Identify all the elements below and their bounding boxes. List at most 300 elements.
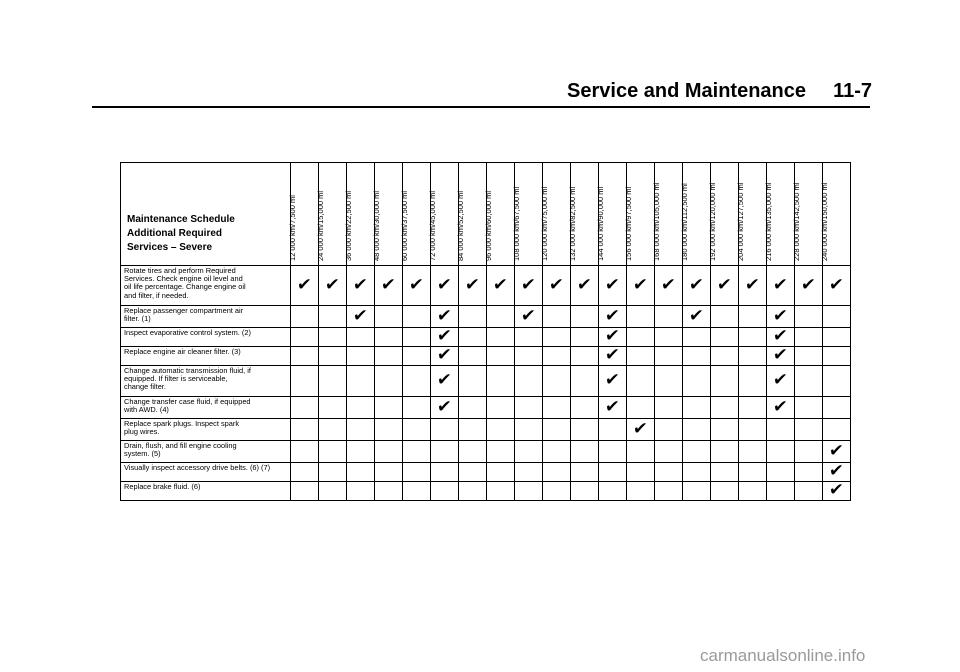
schedule-cell [431,306,459,328]
schedule-cell [683,482,711,501]
schedule-cell [375,328,403,347]
schedule-cell [683,397,711,419]
interval-label: 24 000 km/15,000 mi [316,190,325,261]
checkmark-icon: ✔ [324,274,341,295]
schedule-cell [515,463,543,482]
schedule-cell [655,419,683,441]
checkmark-icon: ✔ [604,345,621,365]
schedule-cell [571,347,599,366]
schedule-cell [711,306,739,328]
schedule-cell [599,306,627,328]
schedule-cell [655,347,683,366]
schedule-cell [739,366,767,397]
schedule-cell [431,366,459,397]
schedule-cell [487,328,515,347]
schedule-cell [459,441,487,463]
interval-header [400,163,431,266]
schedule-cell [319,397,347,419]
schedule-cell [403,441,431,463]
schedule-cell [375,347,403,366]
schedule-cell [375,482,403,501]
schedule-cell [403,328,431,347]
section-title: Service and Maintenance [567,80,806,102]
schedule-cell [431,419,459,441]
schedule-cell [487,306,515,328]
schedule-cell [795,347,823,366]
checkmark-icon: ✔ [604,274,621,295]
interval-header [484,163,515,266]
checkmark-icon: ✔ [352,274,369,295]
table-row [121,482,851,501]
schedule-cell [823,419,851,441]
schedule-cell [627,419,655,441]
service-description: Replace engine air cleaner filter. (3) [121,347,291,366]
schedule-cell [683,306,711,328]
schedule-cell [543,463,571,482]
schedule-cell [319,419,347,441]
checkmark-icon: ✔ [828,480,845,500]
interval-label: 108 000 km/67,500 mi [512,186,521,261]
schedule-cell [571,306,599,328]
schedule-cell [403,463,431,482]
schedule-cell [767,328,795,347]
interval-label: 48 000 km/30,000 mi [372,190,381,261]
table-heading-line: Maintenance Schedule [127,214,235,225]
schedule-cell [375,419,403,441]
schedule-cell [319,482,347,501]
schedule-cell [711,482,739,501]
checkmark-icon: ✔ [772,396,789,417]
interval-label: 60 000 km/37,500 mi [400,190,409,261]
schedule-cell [739,306,767,328]
schedule-cell [375,463,403,482]
schedule-cell [739,328,767,347]
schedule-cell [459,397,487,419]
schedule-cell [347,366,375,397]
interval-label: 72 000 km/45,000 mi [428,190,437,261]
schedule-cell [347,463,375,482]
checkmark-icon: ✔ [464,274,481,295]
interval-label: 168 000 km/105,000 mi [652,182,661,261]
schedule-cell [655,366,683,397]
checkmark-icon: ✔ [772,345,789,365]
checkmark-icon: ✔ [436,274,453,295]
schedule-cell [459,366,487,397]
schedule-cell [403,482,431,501]
checkmark-icon: ✔ [716,274,733,295]
table-row [121,463,851,482]
schedule-cell [319,347,347,366]
service-description: Drain, flush, and fill engine cooling system. (5) [121,441,291,463]
schedule-cell [599,347,627,366]
schedule-cell [683,366,711,397]
schedule-cell [403,266,431,306]
schedule-cell [347,347,375,366]
schedule-cell [515,266,543,306]
schedule-cell [291,366,319,397]
schedule-cell [319,328,347,347]
checkmark-icon: ✔ [604,370,621,390]
schedule-cell [291,306,319,328]
checkmark-icon: ✔ [660,274,677,295]
schedule-cell [767,347,795,366]
schedule-cell [739,347,767,366]
schedule-cell [543,366,571,397]
schedule-cell [739,266,767,306]
table-row [121,397,851,419]
schedule-cell [823,463,851,482]
schedule-cell [655,266,683,306]
schedule-cell [403,366,431,397]
schedule-cell [487,266,515,306]
checkmark-icon: ✔ [688,274,705,295]
schedule-cell [823,266,851,306]
schedule-cell [487,482,515,501]
schedule-cell [599,463,627,482]
schedule-cell [767,266,795,306]
checkmark-icon: ✔ [520,274,537,295]
interval-header [820,163,851,266]
schedule-cell [543,441,571,463]
schedule-cell [571,441,599,463]
schedule-cell [431,482,459,501]
schedule-cell [431,328,459,347]
schedule-cell [823,328,851,347]
schedule-cell [347,306,375,328]
schedule-cell [459,419,487,441]
schedule-cell [515,328,543,347]
schedule-cell [627,482,655,501]
schedule-cell [795,266,823,306]
interval-label: 96 000 km/60,000 mi [484,190,493,261]
schedule-cell [347,266,375,306]
schedule-cell [319,463,347,482]
interval-label: 84 000 km/52,500 mi [456,190,465,261]
schedule-cell [655,397,683,419]
checkmark-icon: ✔ [772,305,789,326]
table-row [121,328,851,347]
schedule-cell [431,266,459,306]
schedule-cell [599,328,627,347]
checkmark-icon: ✔ [604,396,621,417]
interval-header [708,163,739,266]
schedule-cell [487,441,515,463]
service-description: Replace brake fluid. (6) [121,482,291,501]
schedule-cell [459,306,487,328]
watermark: carmanualsonline.info [700,646,866,665]
schedule-cell [459,463,487,482]
schedule-cell [375,306,403,328]
schedule-cell [627,463,655,482]
interval-label: 228 000 km/142,500 mi [792,182,801,261]
schedule-cell [319,366,347,397]
schedule-cell [291,328,319,347]
interval-header [624,163,655,266]
schedule-cell [711,463,739,482]
schedule-cell [711,347,739,366]
schedule-cell [431,347,459,366]
checkmark-icon: ✔ [436,305,453,326]
schedule-cell [515,441,543,463]
schedule-cell [515,347,543,366]
schedule-cell [319,306,347,328]
checkmark-icon: ✔ [688,305,705,326]
schedule-cell [627,366,655,397]
table-row [121,441,851,463]
checkmark-icon: ✔ [632,418,649,439]
schedule-cell [515,482,543,501]
service-description: Change transfer case fluid, if equipped with AWD. (4) [121,397,291,419]
schedule-cell [543,482,571,501]
schedule-cell [375,441,403,463]
schedule-cell [459,347,487,366]
checkmark-icon: ✔ [604,326,621,346]
schedule-cell [767,419,795,441]
schedule-cell [291,482,319,501]
schedule-cell [515,366,543,397]
schedule-cell [795,463,823,482]
schedule-cell [655,306,683,328]
service-description: Visually inspect accessory drive belts. (6) (7) [121,463,291,482]
schedule-cell [543,347,571,366]
schedule-cell [711,328,739,347]
schedule-cell [767,441,795,463]
interval-header [512,163,543,266]
schedule-cell [711,366,739,397]
schedule-cell [459,266,487,306]
interval-header [540,163,571,266]
checkmark-icon: ✔ [604,305,621,326]
schedule-cell [683,463,711,482]
schedule-cell [403,397,431,419]
checkmark-icon: ✔ [436,396,453,417]
service-description: Inspect evaporative control system. (2) [121,328,291,347]
checkmark-icon: ✔ [352,305,369,326]
schedule-cell [543,306,571,328]
schedule-cell [655,441,683,463]
checkmark-icon: ✔ [408,274,425,295]
schedule-cell [823,347,851,366]
schedule-cell [655,482,683,501]
schedule-cell [319,441,347,463]
schedule-cell [347,482,375,501]
schedule-cell [823,366,851,397]
interval-header [568,163,599,266]
schedule-cell [795,441,823,463]
schedule-cell [795,306,823,328]
schedule-cell [431,441,459,463]
schedule-cell [823,482,851,501]
interval-label: 156 000 km/97,500 mi [624,186,633,261]
interval-header [764,163,795,266]
schedule-cell [403,419,431,441]
schedule-cell [767,463,795,482]
table-row [121,419,851,441]
schedule-cell [347,441,375,463]
schedule-cell [375,366,403,397]
schedule-cell [515,419,543,441]
schedule-cell [795,366,823,397]
interval-header [680,163,711,266]
schedule-cell [739,463,767,482]
checkmark-icon: ✔ [828,274,845,295]
interval-label: 144 000 km/90,000 mi [596,186,605,261]
schedule-cell [739,397,767,419]
interval-header [596,163,627,266]
schedule-cell [319,266,347,306]
schedule-cell [767,306,795,328]
checkmark-icon: ✔ [548,274,565,295]
schedule-cell [711,419,739,441]
checkmark-icon: ✔ [828,461,845,481]
checkmark-icon: ✔ [380,274,397,295]
schedule-cell [711,266,739,306]
schedule-cell [823,306,851,328]
schedule-cell [487,366,515,397]
interval-header [736,163,767,266]
checkmark-icon: ✔ [436,370,453,390]
checkmark-icon: ✔ [744,274,761,295]
service-description: Change automatic transmission fluid, if equipped. If filter is serviceable, change filter. [121,366,291,397]
schedule-cell [711,441,739,463]
schedule-cell [459,482,487,501]
interval-header [792,163,823,266]
schedule-cell [543,419,571,441]
schedule-cell [683,328,711,347]
interval-label: 132 000 km/82,500 mi [568,186,577,261]
schedule-cell [403,306,431,328]
schedule-cell [795,482,823,501]
schedule-cell [683,266,711,306]
schedule-cell [627,328,655,347]
schedule-cell [375,266,403,306]
schedule-cell [291,347,319,366]
schedule-cell [627,347,655,366]
interval-label: 12 000 km/7,500 mi [288,195,297,261]
checkmark-icon: ✔ [436,345,453,365]
schedule-cell [627,397,655,419]
checkmark-icon: ✔ [492,274,509,295]
interval-header [316,163,347,266]
schedule-cell [599,419,627,441]
schedule-cell [487,397,515,419]
interval-label: 120 000 km/75,000 mi [540,186,549,261]
interval-header [428,163,459,266]
schedule-cell [403,347,431,366]
checkmark-icon: ✔ [436,326,453,346]
interval-header [652,163,683,266]
service-description: Replace passenger compartment air filter. (1) [121,306,291,328]
schedule-cell [627,266,655,306]
schedule-cell [655,463,683,482]
schedule-cell [683,441,711,463]
schedule-cell [291,397,319,419]
table-body [121,266,851,501]
schedule-cell [375,397,403,419]
schedule-cell [515,397,543,419]
interval-header [372,163,403,266]
interval-header [456,163,487,266]
schedule-cell [795,419,823,441]
schedule-cell [599,441,627,463]
interval-header [288,163,319,266]
interval-label: 240 000 km/150,000 mi [820,182,829,261]
schedule-cell [823,397,851,419]
checkmark-icon: ✔ [772,274,789,295]
schedule-cell [431,463,459,482]
schedule-cell [795,328,823,347]
checkmark-icon: ✔ [632,274,649,295]
interval-header [344,163,375,266]
schedule-cell [599,482,627,501]
maintenance-schedule-table [120,162,851,501]
table-row [121,266,851,306]
schedule-cell [767,366,795,397]
interval-label: 204 000 km/127,500 mi [736,182,745,261]
table-heading [121,163,291,266]
schedule-cell [739,482,767,501]
table-row [121,306,851,328]
checkmark-icon: ✔ [772,370,789,390]
checkmark-icon: ✔ [520,305,537,326]
schedule-cell [543,397,571,419]
schedule-cell [347,419,375,441]
schedule-cell [291,419,319,441]
schedule-cell [291,441,319,463]
schedule-cell [571,266,599,306]
table-heading-line: Additional Required [127,228,222,239]
checkmark-icon: ✔ [828,440,845,461]
interval-label: 216 000 km/135,000 mi [764,182,773,261]
schedule-cell [571,366,599,397]
table-row [121,366,851,397]
schedule-cell [543,328,571,347]
schedule-cell [291,463,319,482]
schedule-cell [571,463,599,482]
schedule-cell [347,328,375,347]
schedule-cell [683,347,711,366]
schedule-cell [795,397,823,419]
table-heading-line: Services – Severe [127,242,213,253]
schedule-cell [571,397,599,419]
schedule-cell [459,328,487,347]
page-number: 11-7 [833,80,872,102]
schedule-cell [347,397,375,419]
schedule-cell [515,306,543,328]
schedule-cell [291,266,319,306]
interval-label: 180 000 km/112,500 mi [680,183,689,261]
schedule-cell [543,266,571,306]
schedule-cell [571,419,599,441]
checkmark-icon: ✔ [576,274,593,295]
checkmark-icon: ✔ [296,274,313,295]
checkmark-icon: ✔ [800,274,817,295]
interval-label: 192 000 km/120,000 mi [708,182,717,261]
schedule-cell [767,482,795,501]
schedule-cell [739,441,767,463]
schedule-cell [627,441,655,463]
header-rule [92,106,870,108]
schedule-cell [627,306,655,328]
schedule-cell [739,419,767,441]
service-description: Rotate tires and perform Required Services. Check engine oil level and oil life percentage. Change engine oil and filter, if needed. [121,266,291,306]
schedule-cell [487,463,515,482]
schedule-cell [571,482,599,501]
schedule-cell [767,397,795,419]
schedule-cell [823,441,851,463]
schedule-cell [655,328,683,347]
schedule-cell [571,328,599,347]
